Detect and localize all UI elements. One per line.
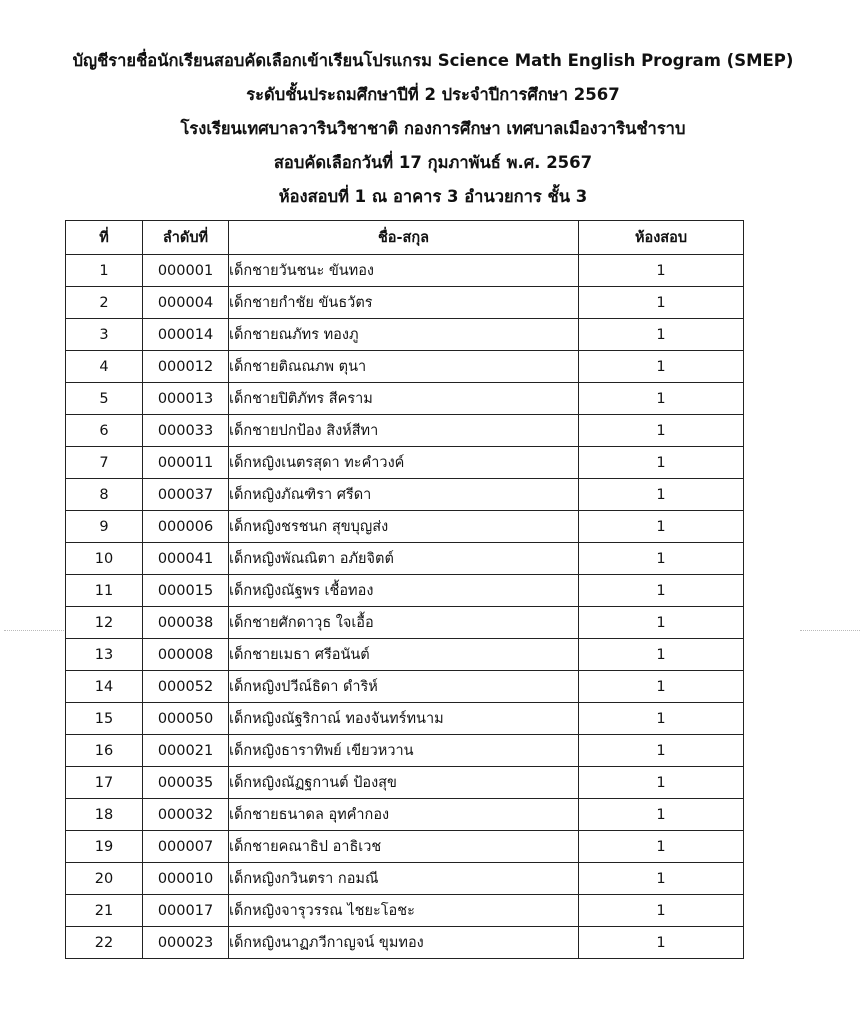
- scan-artifact-right: [800, 630, 860, 631]
- cell-no: 19: [66, 831, 143, 863]
- cell-room: 1: [579, 511, 744, 543]
- cell-no: 8: [66, 479, 143, 511]
- table-row: [66, 255, 744, 287]
- table-row: [66, 351, 744, 383]
- cell-no: 22: [66, 927, 143, 959]
- cell-no: 4: [66, 351, 143, 383]
- cell-no: 14: [66, 671, 143, 703]
- exam-date-line: สอบคัดเลือกวันที่ 17 กุมภาพันธ์ พ.ศ. 2567: [273, 153, 593, 172]
- cell-room: 1: [579, 895, 744, 927]
- cell-name: เด็กหญิงจารุวรรณ ไชยะโอชะ: [229, 895, 579, 927]
- document-header: [0, 44, 866, 214]
- cell-no: 20: [66, 863, 143, 895]
- cell-id: 000011: [143, 447, 229, 479]
- cell-room: 1: [579, 415, 744, 447]
- table-row: [66, 511, 744, 543]
- cell-id: 000023: [143, 927, 229, 959]
- cell-room: 1: [579, 287, 744, 319]
- cell-name: เด็กชายกำชัย ขันธวัตร: [229, 287, 579, 319]
- cell-room: 1: [579, 543, 744, 575]
- cell-room: 1: [579, 351, 744, 383]
- column-header-room: ห้องสอบ: [579, 221, 744, 255]
- cell-room: 1: [579, 767, 744, 799]
- cell-name: เด็กหญิงกวินตรา กอมณี: [229, 863, 579, 895]
- cell-room: 1: [579, 255, 744, 287]
- table-row: [66, 767, 744, 799]
- cell-room: 1: [579, 447, 744, 479]
- cell-id: 000007: [143, 831, 229, 863]
- cell-id: 000017: [143, 895, 229, 927]
- cell-name: เด็กหญิงปวีณ์ธิดา ดำริห์: [229, 671, 579, 703]
- table-row: [66, 799, 744, 831]
- cell-room: 1: [579, 319, 744, 351]
- column-header-id: ลำดับที่: [143, 221, 229, 255]
- cell-id: 000013: [143, 383, 229, 415]
- cell-no: 6: [66, 415, 143, 447]
- cell-room: 1: [579, 479, 744, 511]
- table-row: [66, 575, 744, 607]
- column-header-name: ชื่อ-สกุล: [229, 221, 579, 255]
- cell-id: 000050: [143, 703, 229, 735]
- table-row: [66, 479, 744, 511]
- cell-id: 000021: [143, 735, 229, 767]
- table-header-row: [66, 221, 744, 255]
- cell-name: เด็กหญิงณัฐพร เชื้อทอง: [229, 575, 579, 607]
- cell-id: 000004: [143, 287, 229, 319]
- cell-id: 000032: [143, 799, 229, 831]
- table-row: [66, 671, 744, 703]
- cell-name: เด็กหญิงนาฏภวีกาญจน์ ขุมทอง: [229, 927, 579, 959]
- cell-id: 000012: [143, 351, 229, 383]
- cell-name: เด็กชายติณณภพ ตุนา: [229, 351, 579, 383]
- cell-room: 1: [579, 639, 744, 671]
- cell-no: 9: [66, 511, 143, 543]
- cell-room: 1: [579, 575, 744, 607]
- cell-name: เด็กชายณภัทร ทองภู: [229, 319, 579, 351]
- cell-no: 18: [66, 799, 143, 831]
- cell-name: เด็กชายปกป้อง สิงห์สีทา: [229, 415, 579, 447]
- cell-name: เด็กหญิงธาราทิพย์ เขียวหวาน: [229, 735, 579, 767]
- cell-room: 1: [579, 927, 744, 959]
- school-line: โรงเรียนเทศบาลวารินวิชาชาติ กองการศึกษา เทศบาลเมืองวารินชำราบ: [180, 119, 686, 138]
- cell-no: 13: [66, 639, 143, 671]
- cell-id: 000008: [143, 639, 229, 671]
- cell-no: 21: [66, 895, 143, 927]
- cell-id: 000041: [143, 543, 229, 575]
- cell-id: 000033: [143, 415, 229, 447]
- cell-id: 000001: [143, 255, 229, 287]
- cell-no: 10: [66, 543, 143, 575]
- table-row: [66, 735, 744, 767]
- cell-id: 000014: [143, 319, 229, 351]
- table-body: [66, 255, 744, 959]
- cell-room: 1: [579, 735, 744, 767]
- cell-room: 1: [579, 703, 744, 735]
- cell-no: 2: [66, 287, 143, 319]
- document-title: บัญชีรายชื่อนักเรียนสอบคัดเลือกเข้าเรียนโปรแกรม Science Math English Program (SMEP): [72, 51, 794, 70]
- cell-no: 12: [66, 607, 143, 639]
- cell-room: 1: [579, 383, 744, 415]
- cell-room: 1: [579, 607, 744, 639]
- cell-no: 7: [66, 447, 143, 479]
- table-row: [66, 863, 744, 895]
- cell-name: เด็กหญิงภัณฑิรา ศรีดา: [229, 479, 579, 511]
- table-row: [66, 607, 744, 639]
- cell-id: 000035: [143, 767, 229, 799]
- cell-room: 1: [579, 799, 744, 831]
- cell-id: 000037: [143, 479, 229, 511]
- cell-no: 16: [66, 735, 143, 767]
- cell-name: เด็กหญิงชรชนก สุขบุญส่ง: [229, 511, 579, 543]
- cell-name: เด็กชายธนาดล อุทคำกอง: [229, 799, 579, 831]
- table-row: [66, 415, 744, 447]
- table-row: [66, 447, 744, 479]
- cell-id: 000010: [143, 863, 229, 895]
- cell-name: เด็กชายศักดาวุธ ใจเอื้อ: [229, 607, 579, 639]
- column-header-no: ที่: [66, 221, 143, 255]
- cell-id: 000038: [143, 607, 229, 639]
- cell-no: 1: [66, 255, 143, 287]
- cell-room: 1: [579, 831, 744, 863]
- cell-name: เด็กชายวันชนะ ขันทอง: [229, 255, 579, 287]
- cell-room: 1: [579, 671, 744, 703]
- cell-no: 3: [66, 319, 143, 351]
- student-roster-table: [65, 220, 744, 959]
- table-row: [66, 895, 744, 927]
- cell-no: 11: [66, 575, 143, 607]
- table-row: [66, 319, 744, 351]
- exam-room-line: ห้องสอบที่ 1 ณ อาคาร 3 อำนวยการ ชั้น 3: [278, 187, 588, 206]
- grade-year-line: ระดับชั้นประถมศึกษาปีที่ 2 ประจำปีการศึกษา 2567: [246, 85, 620, 104]
- table-row: [66, 543, 744, 575]
- cell-name: เด็กหญิงณัฏฐกานต์ ป้องสุข: [229, 767, 579, 799]
- cell-name: เด็กหญิงณัฐริกาณ์ ทองจันทร์ทนาม: [229, 703, 579, 735]
- cell-id: 000052: [143, 671, 229, 703]
- cell-name: เด็กหญิงพัณณิตา อภัยจิตต์: [229, 543, 579, 575]
- cell-no: 5: [66, 383, 143, 415]
- cell-room: 1: [579, 863, 744, 895]
- cell-id: 000006: [143, 511, 229, 543]
- cell-name: เด็กหญิงเนตรสุดา ทะคำวงค์: [229, 447, 579, 479]
- cell-no: 17: [66, 767, 143, 799]
- cell-id: 000015: [143, 575, 229, 607]
- cell-name: เด็กชายเมธา ศรีอนันต์: [229, 639, 579, 671]
- cell-name: เด็กชายคณาธิป อาธิเวช: [229, 831, 579, 863]
- cell-name: เด็กชายปิติภัทร สีคราม: [229, 383, 579, 415]
- table-row: [66, 927, 744, 959]
- table-row: [66, 639, 744, 671]
- table-row: [66, 383, 744, 415]
- table-row: [66, 287, 744, 319]
- scan-artifact-left: [4, 630, 64, 631]
- cell-no: 15: [66, 703, 143, 735]
- table-row: [66, 703, 744, 735]
- table-row: [66, 831, 744, 863]
